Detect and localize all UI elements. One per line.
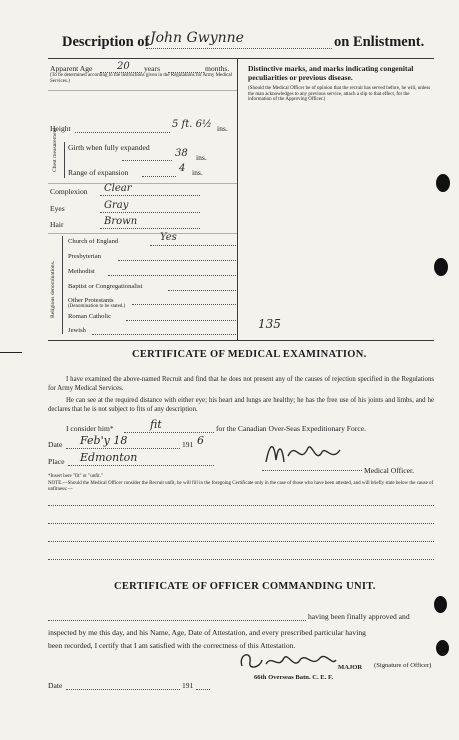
punch-hole-3 bbox=[434, 596, 447, 613]
unfit-line-4 bbox=[48, 559, 434, 560]
years-label: years bbox=[144, 64, 161, 73]
medical-place-label: Place bbox=[48, 457, 65, 466]
complexion-dots bbox=[100, 195, 200, 196]
consider-value: fit bbox=[150, 418, 162, 431]
hair-dots bbox=[100, 228, 200, 229]
height-label: Height bbox=[50, 124, 71, 133]
religion-dots-1 bbox=[118, 260, 236, 261]
name-dotted-line bbox=[146, 48, 332, 49]
eyes-value: Gray bbox=[104, 200, 129, 211]
unfit-line-1 bbox=[48, 505, 434, 506]
unfit-line-3 bbox=[48, 541, 434, 542]
consider-suffix: for the Canadian Over-Seas Expeditionary Force. bbox=[216, 424, 366, 433]
religion-dots-2 bbox=[108, 275, 236, 276]
apparent-age-label: Apparent Age bbox=[50, 64, 93, 73]
medical-place-dots bbox=[68, 465, 214, 466]
officer-line-1-end: having been finally approved and bbox=[308, 612, 410, 621]
medical-officer-dots bbox=[262, 470, 362, 471]
age-sep bbox=[48, 90, 237, 91]
unfit-note: NOTE.—Should the Medical Officer consider the Recruit unfit, he will fill in the foregoing Certificate only in the case of those who have been attested, and will briefly state below the cause of unfitness:— bbox=[48, 481, 434, 492]
hair-value: Brown bbox=[104, 216, 138, 227]
punch-hole-1 bbox=[436, 174, 450, 192]
months-label: months. bbox=[205, 64, 230, 73]
range-dots bbox=[142, 176, 176, 177]
chest-sep bbox=[48, 183, 237, 184]
medical-place-value: Edmonton bbox=[80, 451, 138, 464]
chest-bracket bbox=[64, 142, 65, 178]
margin-mark bbox=[0, 352, 22, 353]
number-annotation: 135 bbox=[258, 317, 281, 331]
officer-date-dots bbox=[66, 689, 180, 690]
range-value: 4 bbox=[179, 163, 186, 174]
range-ins-label: ins. bbox=[192, 168, 203, 177]
religious-denominations-label: Religious denominations. bbox=[50, 260, 56, 318]
complexion-value: Clear bbox=[104, 183, 132, 194]
rank-stamp: MAJOR bbox=[338, 664, 363, 671]
religion-church-of-england: Church of England bbox=[68, 238, 119, 245]
chest-measurement-label: Chest measurement bbox=[52, 128, 58, 172]
fit-note: *Insert here "fit" or "unfit." bbox=[48, 474, 103, 479]
religion-dots-4 bbox=[132, 304, 236, 305]
religion-dots-0 bbox=[150, 245, 236, 246]
distinctive-marks-label: Distinctive marks, and marks indicating congenital peculiarities or previous disease. bbox=[248, 64, 414, 82]
religion-bracket bbox=[62, 236, 63, 334]
officer-certificate-heading: CERTIFICATE OF OFFICER COMMANDING UNIT. bbox=[114, 581, 376, 592]
medical-paragraph-2: He can see at the required distance with either eye; his heart and lungs are healthy; he has the free use of his joints and limbs, and he declares that he is not subject to fits of any description. bbox=[48, 397, 434, 413]
religion-baptist: Baptist or Congregationalist bbox=[68, 283, 143, 290]
officer-signature-label: (Signature of Officer) bbox=[374, 662, 432, 669]
medical-date-label: Date bbox=[48, 440, 63, 449]
other-protestants-note: (Denomination to be stated.) bbox=[68, 304, 126, 309]
hair-sep bbox=[48, 233, 237, 234]
distinctive-marks-note: (Should the Medical Officer be of opinion that the recruit has served before, he will, unless the man acknowledges to any previous service, attach a slip to that effect, for the information of the Approving Officer.) bbox=[248, 86, 431, 103]
medical-officer-label: Medical Officer. bbox=[364, 466, 415, 475]
medical-year-value: 6 bbox=[197, 434, 204, 447]
eyes-dots bbox=[100, 212, 200, 213]
height-value: 5 ft. 6½ bbox=[172, 119, 212, 130]
officer-line-2: inspected by me this day, and his Name, Age, Date of Attestation, and every prescribed particular having bbox=[48, 628, 366, 637]
girth-ins-label: ins. bbox=[196, 153, 207, 162]
height-dots-left bbox=[75, 132, 170, 133]
religion-presbyterian: Presbyterian bbox=[68, 253, 101, 260]
consider-label: I consider him* bbox=[66, 424, 114, 433]
medical-date-dots bbox=[66, 448, 180, 449]
girth-value: 38 bbox=[175, 148, 188, 159]
age-value: 20 bbox=[117, 61, 130, 72]
officer-date-label: Date bbox=[48, 681, 63, 690]
complexion-label: Complexion bbox=[50, 187, 88, 196]
punch-hole-4 bbox=[436, 640, 449, 656]
medical-certificate-heading: CERTIFICATE OF MEDICAL EXAMINATION. bbox=[132, 349, 367, 360]
medical-year-prefix: 191 bbox=[182, 440, 194, 449]
officer-year-dots bbox=[196, 689, 210, 690]
religion-dots-3 bbox=[168, 290, 236, 291]
medical-officer-signature bbox=[262, 436, 352, 470]
punch-hole-2 bbox=[434, 258, 448, 276]
religion-other-protestants: Other Protestants bbox=[68, 297, 114, 304]
age-note: (To be determined according to the instructions given in the Regulations for Army Medical Services.) bbox=[50, 73, 232, 84]
officer-year-label: 191 bbox=[182, 681, 194, 690]
officer-line-3: been recorded, I certify that I am satisfied with the correctness of this Attestation. bbox=[48, 641, 296, 650]
commanding-officer-signature bbox=[236, 648, 340, 676]
height-ins-label: ins. bbox=[217, 124, 228, 133]
form-title-right: on Enlistment. bbox=[334, 34, 425, 50]
top-rule bbox=[48, 58, 434, 59]
religion-methodist: Methodist bbox=[68, 268, 95, 275]
officer-line-1-dots bbox=[48, 620, 306, 621]
range-label: Range of expansion bbox=[68, 168, 129, 177]
religion-dots-5 bbox=[126, 320, 236, 321]
religion-roman-catholic: Roman Catholic bbox=[68, 313, 112, 320]
eyes-label: Eyes bbox=[50, 204, 65, 213]
form-title-left: Description of bbox=[62, 34, 150, 50]
recruit-name: John Gwynne bbox=[150, 30, 244, 46]
hair-label: Hair bbox=[50, 220, 64, 229]
unfit-line-2 bbox=[48, 523, 434, 524]
battalion-stamp: 66th Overseas Batn. C. E. F. bbox=[254, 674, 334, 681]
religion-mark: Yes bbox=[160, 232, 177, 243]
religion-jewish: Jewish bbox=[68, 327, 86, 334]
consider-dots bbox=[124, 432, 214, 433]
girth-label: Girth when fully expanded bbox=[68, 143, 150, 152]
column-divider bbox=[237, 58, 238, 340]
medical-date-value: Feb'y 18 bbox=[80, 434, 128, 447]
medical-paragraph-1: I have examined the above-named Recruit and find that he does not present any of the causes of rejection specified in the Regulations for Army Medical Services. bbox=[48, 376, 434, 392]
girth-dots bbox=[122, 160, 172, 161]
bottom-rule bbox=[48, 340, 434, 341]
religion-dots-6 bbox=[92, 334, 236, 335]
